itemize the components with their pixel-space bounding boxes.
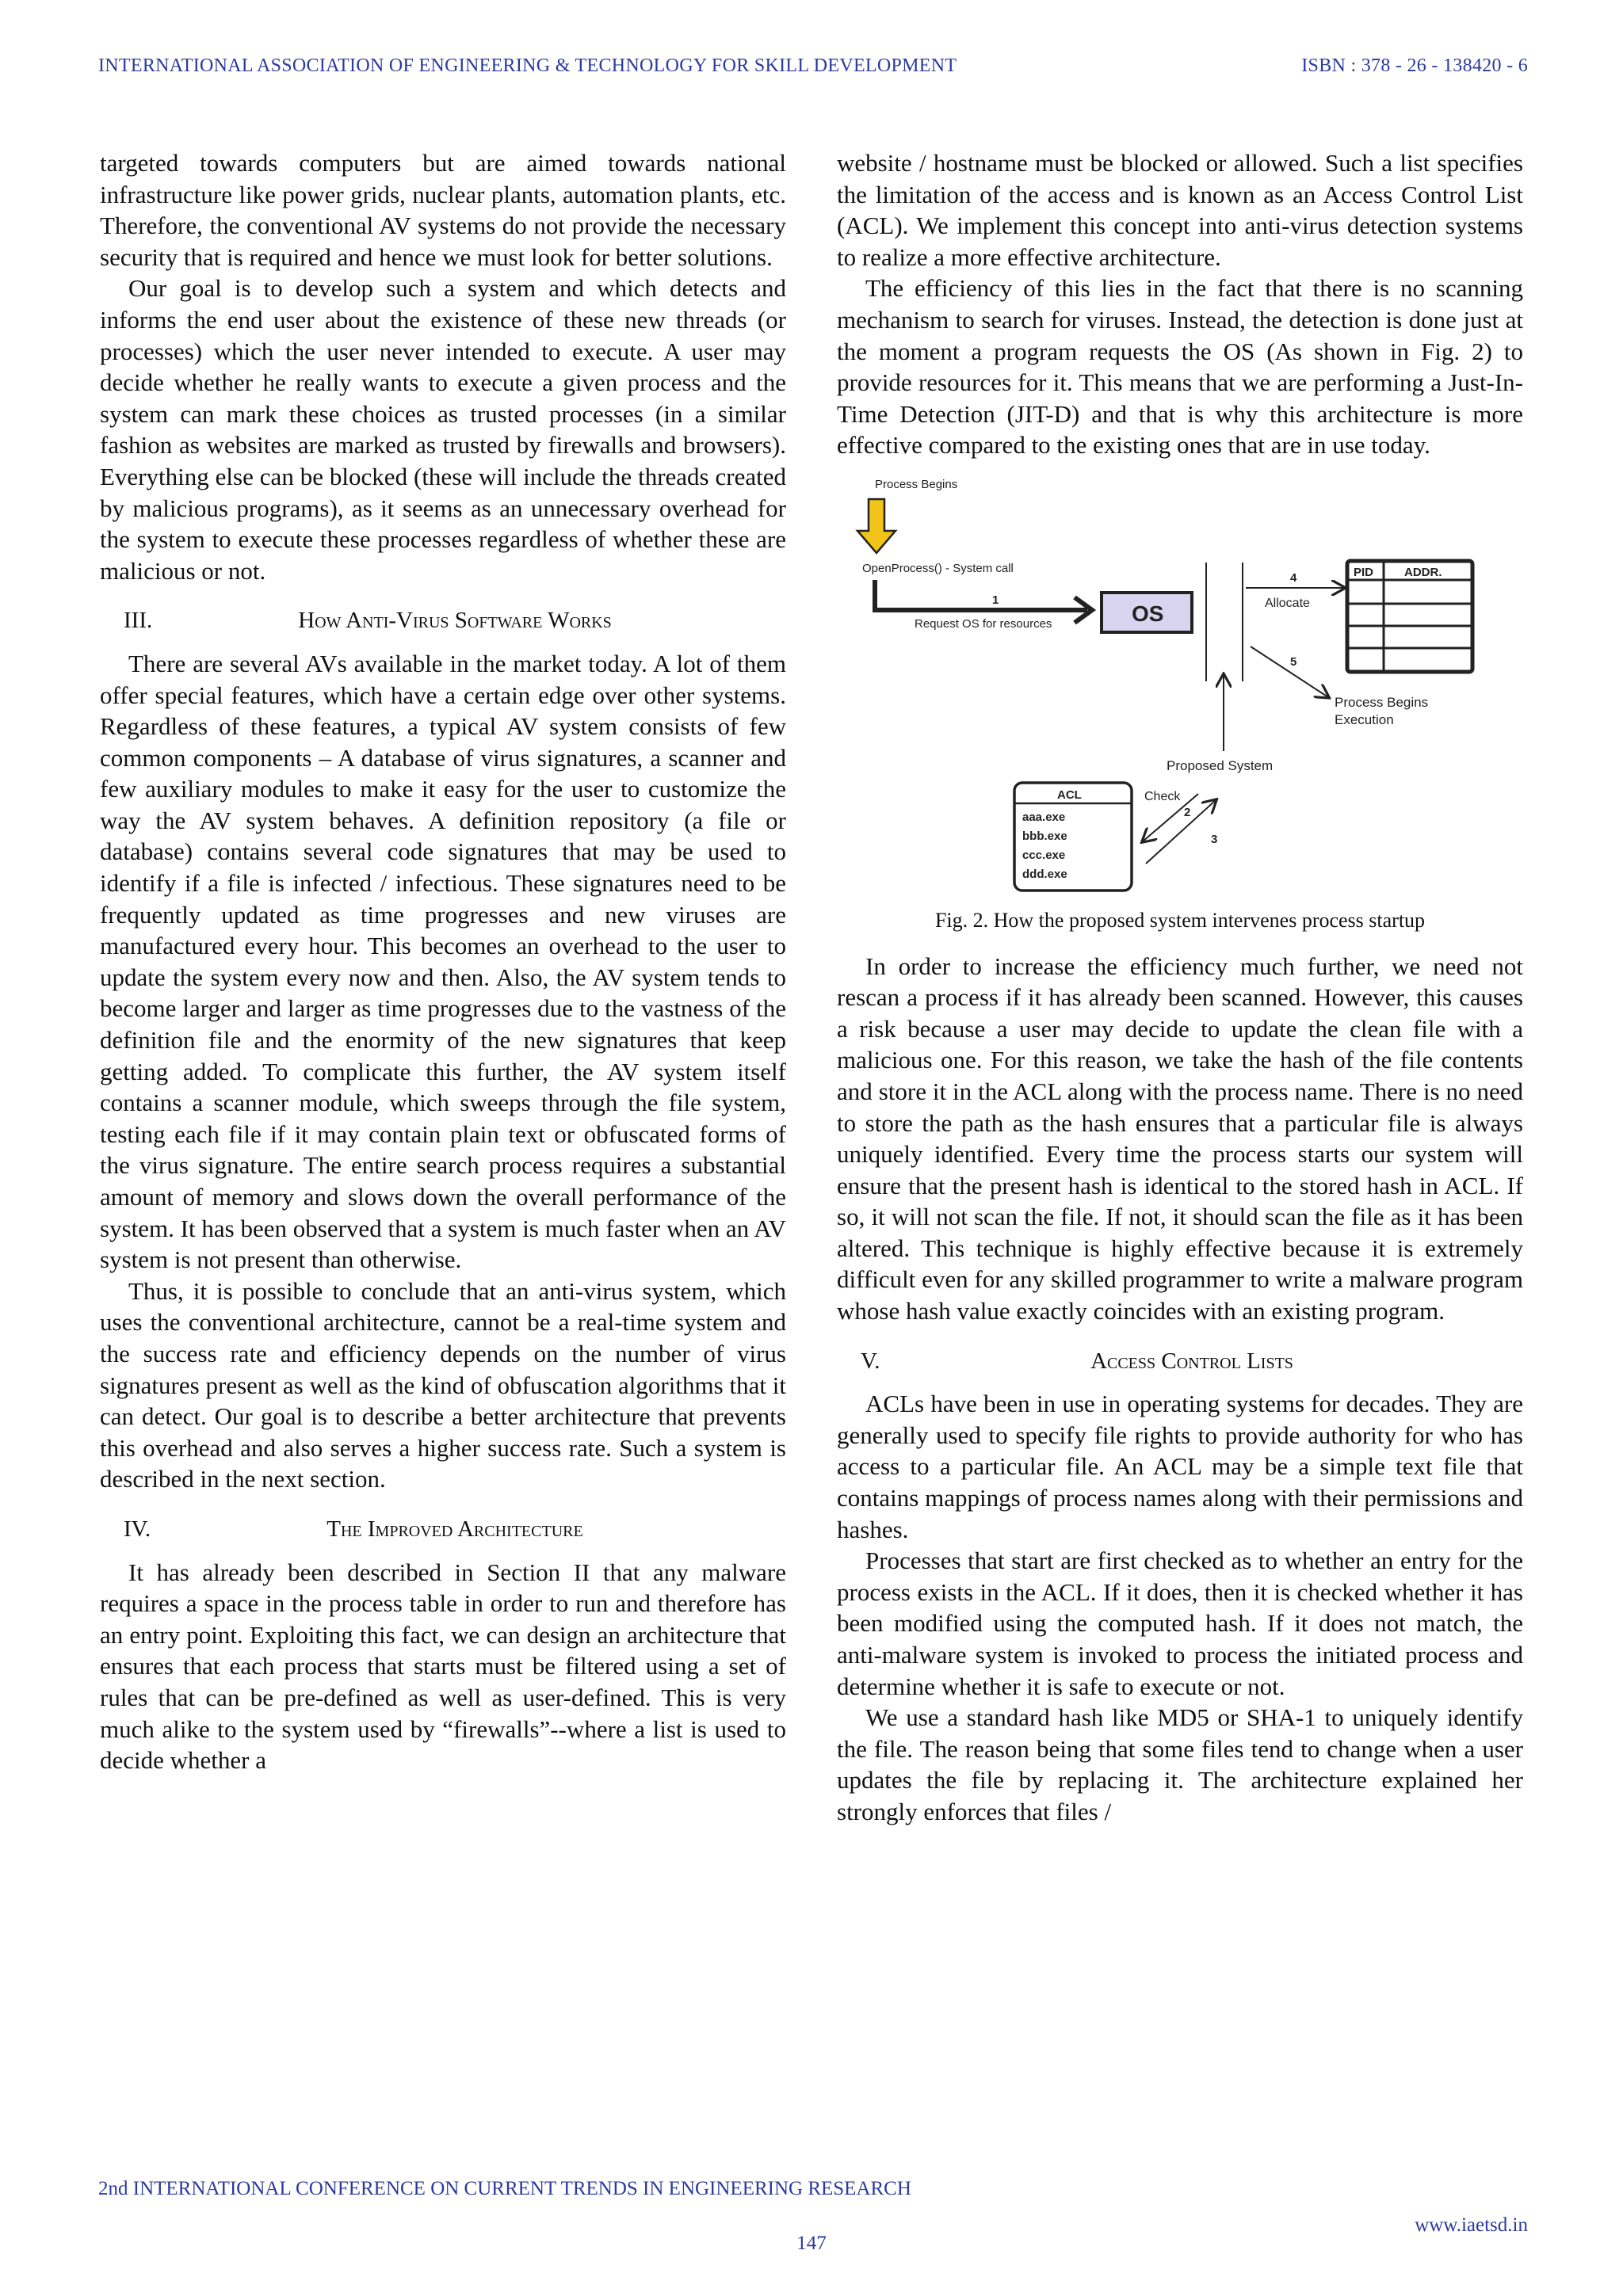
step-1-label: 1: [992, 593, 999, 607]
process-startup-diagram: [837, 467, 1523, 911]
acl-item: bbb.exe: [1022, 829, 1067, 843]
acl-item: ddd.exe: [1022, 867, 1067, 881]
step-4-label: 4: [1290, 570, 1297, 585]
proposed-system-label: Proposed System: [1167, 757, 1274, 773]
paragraph: The efficiency of this lies in the fact that there is no scanning mechanism to search for viruses. Instead, the detection is done just at the moment a program requests the OS (As shown in Fig. 2) to provide resources for it. This means that we are performing a Just-In-Time Detection (JIT-D) and that is why this architecture is more effective compared to the existing ones that are in use today.: [837, 274, 1523, 460]
paragraph: There are several AVs available in the market today. A lot of them offer special features, which have a certain edge over other systems. Regardless of these features, a typical AV system consists of few common components – A database of virus signatures, a scanner and few auxiliary modules to make it easy for the user to customize the way the AV system behaves. A definition repository (a file or database) contains several code signatures that may be used to identify if a file is infected / infectious. These signatures need to be frequently updated as time progresses and new viruses are manufactured every hour. This becomes an overhead to the user to update the system every now and then. Also, the AV system tends to become larger and larger as time progresses due to the vastness of the definition file and the enormity of the new signatures that keep getting added. To complicate this further, the AV system itself contains a scanner module, which sweeps through the file system, testing each file if it may contain plain text or obfuscated forms of the virus signature. The entire search process requires a substantial amount of memory and slows down the overall performance of the system. It has been observed that a system is much faster when an AV system is not present than otherwise.: [100, 649, 786, 1274]
request-os-label: Request OS for resources: [915, 616, 1052, 631]
right-column: [837, 147, 1523, 1828]
acl-item: aaa.exe: [1022, 810, 1066, 824]
running-header-left: INTERNATIONAL ASSOCIATION OF ENGINEERING & TECHNOLOGY FOR SKILL DEVELOPMENT: [98, 55, 957, 76]
paragraph: ACLs have been in use in operating systems for decades. They are generally used to specify file rights to provide authority for who has access to a particular file. An ACL may be a simple text file that contains mappings of process names along with their permissions and hashes.: [837, 1390, 1523, 1543]
paragraph: Thus, it is possible to conclude that an anti-virus system, which uses the conventional architecture, cannot be a real-time system and the success rate and efficiency depends on the number of virus signatures present as well as the kind of obfuscation algorithms that it can detect. Our goal is to describe a better architecture that prevents this overhead and also serves a higher success rate. Such a system is described in the next section.: [100, 1276, 786, 1493]
left-column: [100, 147, 786, 1776]
acl-item: ccc.exe: [1022, 848, 1066, 862]
os-label: OS: [1132, 601, 1164, 626]
section-heading: IV. The Improved Architecture: [100, 1514, 786, 1546]
page-number: 147: [796, 2233, 827, 2254]
check-label: Check: [1144, 789, 1181, 803]
paragraph: Processes that start are first checked as to whether an entry for the process exists in the ACL. If it does, then it is checked whether it has been modified using the computed hash. If it does not match, the anti-malware system is invoked to process the initiated process and determine whether it is safe to execute or not.: [837, 1547, 1523, 1700]
down-arrow-icon: [857, 499, 896, 553]
section-title: The Improved Architecture: [327, 1516, 583, 1542]
section-title: How Anti-Virus Software Works: [298, 608, 612, 634]
figure-caption: Fig. 2. How the proposed system intervenes process startup: [934, 908, 1426, 932]
paragraph: In order to increase the efficiency much further, we need not rescan a process if it has already been scanned. However, this causes a risk because a user may decide to update the clean file with a malicious one. For this reason, we take the hash of the file contents and store it in the ACL along with the process name. There is no need to store the path as the hash ensures that a particular file is always uniquely identified. Every time the process starts our system will ensure that the present hash is identical to the stored hash in ACL. If so, it will not scan the file. If not, it should scan the file as it has been altered. This technique is highly effective because it is extremely difficult even for any skilled programmer to write a malware program whose hash value exactly coincides with an existing program.: [837, 952, 1523, 1325]
open-process-label: OpenProcess() - System call: [862, 561, 1014, 575]
process-begins-label: Process Begins: [875, 477, 958, 491]
step-3-label: 3: [1211, 832, 1218, 846]
paragraph: Our goal is to develop such a system and which detects and informs the end user about the existence of these new threads (or processes) which the user never intended to execute. A user may decide whether he really wants to execute a given process and the system can mark these choices as trusted processes (in a similar fashion as websites are marked as trusted by firewalls and browsers). Everything else can be blocked (these will include the threads created by malicious programs), as it seems as an unnecessary overhead for the system to execute these processes regardless of whether these are malicious or not.: [100, 274, 786, 585]
step-5-label: 5: [1290, 654, 1297, 669]
acl-title: ACL: [1057, 788, 1082, 802]
footer-url: www.iaetsd.in: [1415, 2214, 1528, 2236]
running-header-isbn: ISBN : 378 - 26 - 138420 - 6: [1301, 55, 1528, 76]
pid-header: PID: [1354, 565, 1374, 579]
process-begins-execution-label-2: Execution: [1335, 711, 1394, 727]
section-title: Access Control Lists: [1090, 1348, 1293, 1374]
paragraph: targeted towards computers but are aimed towards national infrastructure like power grids, nuclear plants, automation plants, etc. Therefore, the conventional AV systems do not provide the necessary security that is required and hence we must look for better solutions.: [100, 149, 786, 271]
allocate-label: Allocate: [1265, 596, 1310, 610]
process-begins-execution-label-1: Process Begins: [1335, 694, 1429, 710]
paragraph: We use a standard hash like MD5 or SHA-1 to uniquely identify the file. The reason being that some files tend to change when a user updates the file by replacing it. The architecture explained her strongly enforces that files /: [837, 1703, 1523, 1825]
section-heading: V. Access Control Lists: [837, 1346, 1523, 1378]
footer-conference: 2nd INTERNATIONAL CONFERENCE ON CURRENT TRENDS IN ENGINEERING RESEARCH: [98, 2178, 911, 2199]
paragraph: It has already been described in Section II that any malware requires a space in the process table in order to run and therefore has an entry point. Exploiting this fact, we can design an architecture that ensures that each process that starts must be filtered using a set of rules that can be pre-defined as well as user-defined. This is very much alike to the system used by “firewalls”--where a list is used to decide whether a: [100, 1558, 786, 1775]
section-heading: III. How Anti-Virus Software Works: [100, 605, 786, 637]
addr-header: ADDR.: [1404, 565, 1442, 579]
paragraph: website / hostname must be blocked or allowed. Such a list specifies the limitation of the access and is known as an Access Control List (ACL). We implement this concept into anti-virus detection systems to realize a more effective architecture.: [837, 149, 1523, 271]
figure-2-diagram: [837, 467, 1523, 911]
step-2-label: 2: [1184, 805, 1191, 819]
